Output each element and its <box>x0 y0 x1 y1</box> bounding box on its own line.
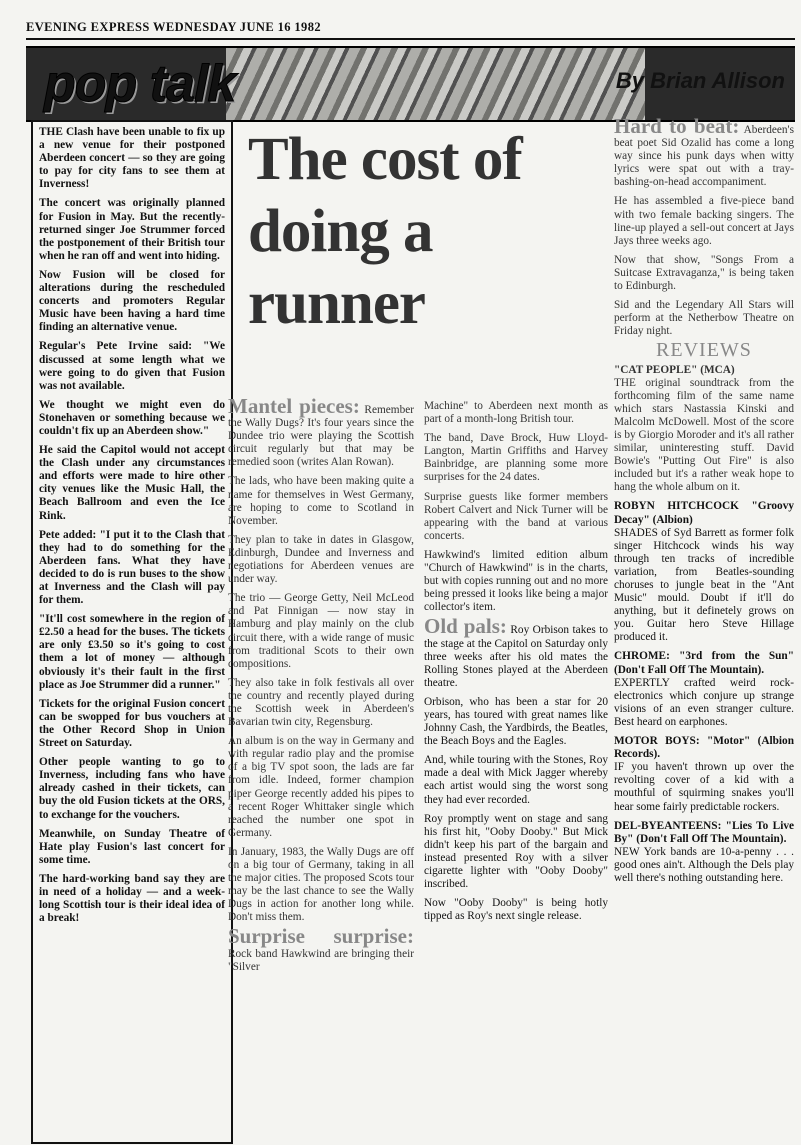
paragraph-text: Roy Orbison takes to the stage at the Capitol on Saturday only three weeks after his old mates the Rolling Stones played at the Aberdeen theatre. <box>424 624 608 689</box>
story-paragraph: They plan to take in dates in Glasgow, Edinburgh, Dundee and Inverness and negotiations for Aberdeen venues are under way. <box>228 533 414 586</box>
review-text: NEW York bands are 10-a-penny . . . good ones ain't. Although the Dels play well there's nothing outstanding here. <box>614 845 794 884</box>
story-paragraph: Surprise guests like former members Robert Calvert and Nick Turner will be appearing with the band at various concerts. <box>424 490 608 542</box>
review <box>614 500 794 644</box>
story-paragraph: Regular's Pete Irvine said: "We discussed at some length what we were going to do given that Fusion was not available. <box>39 340 225 392</box>
column-two <box>228 394 414 980</box>
story-paragraph: He said the Capitol would not accept the Clash under any circumstances and efforts were made to hire other city venues like the Music Hall, the Beach Ballroom and even the Ice Rink. <box>39 444 225 522</box>
paragraph-text: Remember the Wally Dugs? It's four years since the Dundee trio were playing the Scottish circuit regularly but that may be remedied soon (writes Alan Rowan). <box>228 404 414 469</box>
review <box>614 650 794 729</box>
story-paragraph: The hard-working band say they are in need of a holiday — and a week-long Scottish tour is their ideal idea of a break! <box>39 872 225 925</box>
subhead: Old pals: <box>424 614 507 639</box>
review-text: IF you haven't thrown up over the revolting cover of a kid with a mouthful of squirming snakes you'll hear some fairly predictable rockers. <box>614 761 794 813</box>
story-paragraph <box>424 614 608 689</box>
review-title: ROBYN HITCHCOCK "Groovy Decay" (Albion) <box>614 500 794 526</box>
story-paragraph: Now that show, "Songs From a Suitcase Extravaganza," is being taken to Edinburgh. <box>614 253 794 293</box>
story-paragraph: The concert was originally planned for Fusion in May. But the recently-returned singer Joe Strummer forced the postponement of their British tour when he ran off and went into hiding. <box>39 197 225 262</box>
story-paragraph: An album is on the way in Germany and with regular radio play and the promise of a big TV spot soon, the lads are far from idle. Indeed, former champion piper George recently added his pipes to a recent Roger Whittaker single which reached the number one spot in Germany. <box>228 735 414 839</box>
story-paragraph: Orbison, who has been a star for 20 years, has toured with great names like Johnny Cash, the Yardbirds, the Beatles, the Beach Boys and the Eagles. <box>424 695 608 748</box>
graffiti-artwork <box>226 48 645 120</box>
paragraph-text: Rock band Hawkwind are bringing their "Silver <box>228 947 414 973</box>
reviews-heading: REVIEWS <box>656 339 752 362</box>
review-text: SHADES of Syd Barrett as former folk singer Hitchcock winds his way through ten tracks of incredible variation, from Beatles-sounding choruses to jungle beat in the "Ant Music" mould. Doubt if it'll do anything, but it definetely grows on you. Guitar hero Steve Hillage produced it. <box>614 526 794 644</box>
headline: The cost of doing a runner <box>248 126 522 337</box>
paragraph-text: Aberdeen's beat poet Sid Ozalid has come a long way since his punk days when witty lyrics were spat out with a tray-bashing-on-head accompaniment. <box>614 124 794 189</box>
section-banner <box>26 46 795 122</box>
review-title: MOTOR BOYS: "Motor" (Albion Records). <box>614 735 794 761</box>
headline-block <box>228 120 608 360</box>
story-paragraph: He has assembled a five-piece band with two female backing singers. The line-up played a sell-out concert at Jays Jays three weeks ago. <box>614 195 794 247</box>
boxed-story <box>31 120 233 1144</box>
byline: By Brian Allison <box>615 68 785 93</box>
story-paragraph: The lads, who have been making quite a name for themselves in West Germany, are hoping to come to Scotland in November. <box>228 475 414 527</box>
review-text: THE original soundtrack from the forthcoming film of the same name which stars Nastassia Kinski and Malcolm McDowell. Most of the score is by Giorgio Moroder and it's all rather similar, uninteresting stuff. David Bowie's "Putting Out Fire" is also included but it's a rather weak hope to hang the whole album on it. <box>614 376 794 494</box>
story-paragraph: Hawkwind's limited edition album "Church of Hawkwind" is in the charts, but with copies running out and no more being pressed it looks like being a major collector's item. <box>424 548 608 614</box>
top-rule <box>26 38 795 40</box>
story-paragraph: Meanwhile, on Sunday Theatre of Hate play Fusion's last concert for some time. <box>39 827 225 866</box>
story-paragraph <box>228 394 414 469</box>
review-text: EXPERTLY crafted weird rock-electronics which conjure up strange visions of an even stranger culture. Best heard on earphones. <box>614 676 794 728</box>
review-title: CHROME: "3rd from the Sun" (Don't Fall Off The Mountain). <box>614 650 794 676</box>
story-paragraph: We thought we might even do Stonehaven or something because we couldn't fix up an Aberdeen show." <box>39 398 225 437</box>
story-paragraph: Roy promptly went on stage and sang his first hit, "Ooby Dooby." But Mick didn't keep his part of the bargain and instead presented Roy with a silver cigarette lighter with "Ooby Dooby" inscribed. <box>424 812 608 891</box>
story-paragraph: Other people wanting to go to Inverness, including fans who have already cashed in their tickets, can buy the old Fusion tickets at the ORS, to exchange for the vouchers. <box>39 756 225 821</box>
column-four <box>614 114 794 891</box>
story-paragraph: The band, Dave Brock, Huw Lloyd-Langton, Martin Griffiths and Harvey Bainbridge, are planning some more surprises for the 24 dates. <box>424 432 608 484</box>
story-paragraph: The trio — George Getty, Neil McLeod and Pat Finnigan — now stay in Hamburg and play mainly on the club circuit there, with a wide range of music from traditional Scots to their own compositions. <box>228 592 414 670</box>
subhead: Surprise surprise: <box>228 924 414 949</box>
story-paragraph: Now Fusion will be closed for alterations during the rescheduled concerts and promoters Regular Music have been having a hard time finding an alternative venue. <box>39 268 225 334</box>
dateline: EVENING EXPRESS WEDNESDAY JUNE 16 1982 <box>26 20 322 34</box>
story-paragraph <box>228 924 414 973</box>
story-paragraph: And, while touring with the Stones, Roy made a deal with Mick Jagger whereby each artist would sing the worst song they had ever recorded. <box>424 754 608 806</box>
review-title: "CAT PEOPLE" (MCA) <box>614 363 735 376</box>
review <box>614 735 794 814</box>
story-paragraph: Now "Ooby Dooby" is being hotly tipped as Roy's next single release. <box>424 897 608 923</box>
subhead: Hard to beat: <box>614 114 740 138</box>
review <box>614 820 794 885</box>
story-paragraph: Machine" to Aberdeen next month as part of a month-long British tour. <box>424 400 608 426</box>
review <box>614 364 794 495</box>
section-title: pop talk <box>44 55 236 113</box>
column-three <box>424 400 608 929</box>
story-paragraph: In January, 1983, the Wally Dugs are off on a big tour of Germany, taking in all the major cities. The proposed Scots tour may be the last chance to see the Wally Dugs in action for another long while. Don't miss them. <box>228 845 414 924</box>
story-paragraph: Tickets for the original Fusion concert can be swopped for bus vouchers at the Other Record Shop in Union Street on Saturday. <box>39 697 225 750</box>
subhead: Mantel pieces: <box>228 394 360 418</box>
review-title: DEL-BYEANTEENS: "Lies To Live By" (Don't Fall Off The Mountain). <box>614 819 794 845</box>
story-paragraph: They also take in folk festivals all over the country and recently played during the Scottish week in Aberdeen's Bavarian twin city, Regensburg. <box>228 676 414 729</box>
story-paragraph: "It'll cost somewhere in the region of £2.50 a head for the buses. The tickets are only £3.50 so it's going to cost them a lot of money — although obviously it's their fault in the first place as Joe Strummer did a runner." <box>39 613 225 691</box>
story-paragraph: Sid and the Legendary All Stars will perform at the Netherbow Theatre on Friday night. <box>614 299 794 338</box>
story-paragraph: THE Clash have been unable to fix up a new venue for their postponed Aberdeen concert — so they are going to pay for city fans to see them at Inverness! <box>39 126 225 191</box>
story-paragraph <box>614 114 794 189</box>
story-paragraph: Pete added: "I put it to the Clash that they had to do something for the Aberdeen fans. What they have decided to do is run buses to the show at Inverness and the Clash will pay for them. <box>39 528 225 607</box>
